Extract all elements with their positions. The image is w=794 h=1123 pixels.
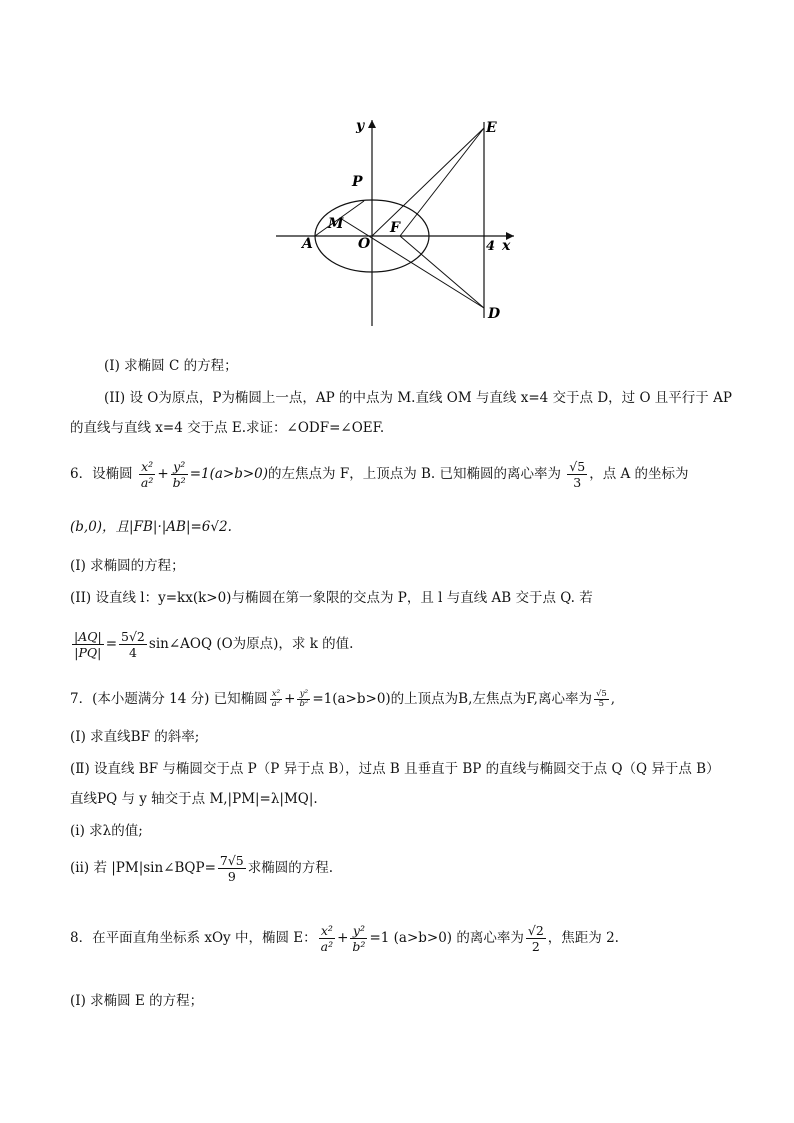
p8-plus: + bbox=[337, 930, 349, 946]
label-4: 4 bbox=[486, 239, 496, 254]
label-e: E bbox=[486, 120, 497, 136]
label-m: M bbox=[328, 216, 344, 232]
p6-statement-line-1 bbox=[70, 456, 689, 492]
p6-condition: =1(a>b>0) bbox=[189, 466, 269, 482]
p6-question-2-condition bbox=[70, 622, 353, 666]
ellipse-figure bbox=[268, 112, 528, 334]
p5-question-2-line-2: 的直线与直线 x=4 交于点 E.求证：∠ODF=∠OEF. bbox=[70, 420, 385, 436]
p7-question-1: (Ⅰ) 求直线BF 的斜率; bbox=[70, 729, 200, 745]
p8-condition: =1 (a>b>0) 的离心率为 bbox=[369, 930, 524, 946]
p7-plus: + bbox=[284, 691, 296, 707]
p6-text-1: 的左焦点为 F，上顶点为 B. 已知椭圆的离心率为 bbox=[268, 466, 561, 482]
label-f: F bbox=[390, 220, 400, 236]
p7-question-2-line-1: (Ⅱ) 设直线 BF 与椭圆交于点 P（P 异于点 B），过点 B 且垂直于 BP 的直线与椭圆交于点 Q（Q 异于点 B） bbox=[70, 761, 720, 777]
p7-question-i: (ⅰ) 求λ的值; bbox=[70, 823, 143, 839]
p7-condition: =1(a>b>0)的上顶点为B,左焦点为F,离心率为 bbox=[312, 691, 592, 707]
p6-eccentricity: $\frac{√5}{3}$ bbox=[569, 459, 586, 490]
p7-question-ii-tail: 求椭圆的方程. bbox=[247, 860, 334, 876]
p7-question-2-line-2: 直线PQ 与 y 轴交于点 M,|PM|=λ|MQ|. bbox=[70, 791, 318, 807]
p7-eccentricity: $\frac{√5}{5}$ bbox=[595, 689, 607, 709]
label-a: A bbox=[302, 236, 313, 252]
p6-fraction-y: $\frac{\text{y²}}{\text{b²}}$ bbox=[172, 459, 186, 490]
p6-tail: sin∠AOQ (O为原点)，求 k 的值. bbox=[148, 636, 354, 652]
p8-question-1: (Ⅰ) 求椭圆 E 的方程； bbox=[70, 993, 204, 1009]
p7-fraction-x: $\frac{\text{x²}}{\text{a²}}$ bbox=[271, 689, 281, 709]
label-o: O bbox=[358, 236, 371, 252]
p7-head: 7．(本小题满分 14 分) 已知椭圆 bbox=[70, 691, 268, 707]
segment-fe bbox=[400, 128, 484, 236]
p5-question-2-line-1: (II) 设 O为原点，P为椭圆上一点，AP 的中点为 M.直线 OM 与直线 x=4 交于点 D，过 O 且平行于 AP bbox=[104, 390, 732, 406]
p8-fraction-y: $\frac{\text{y²}}{\text{b²}}$ bbox=[352, 923, 366, 954]
segment-fd bbox=[400, 236, 484, 308]
p6-fraction-x: $\frac{\text{x²}}{\text{a²}}$ bbox=[140, 459, 154, 490]
label-y: y bbox=[356, 118, 365, 134]
p7-question-ii-fraction: $\frac{7√5}{9}$ bbox=[219, 853, 244, 884]
p6-plus: + bbox=[157, 466, 169, 482]
p7-question-ii-head: (ⅱ) 若 |PM|sin∠BQP= bbox=[70, 860, 216, 876]
p8-eccentricity: $\frac{√2}{2}$ bbox=[527, 923, 544, 954]
p7-fraction-y: $\frac{\text{y²}}{\text{b²}}$ bbox=[299, 689, 309, 709]
y-axis-arrow bbox=[368, 120, 376, 128]
p6-question-2: (II) 设直线 l：y=kx(k>0)与椭圆在第一象限的交点为 P，且 l 与直线 AB 交于点 Q. 若 bbox=[70, 590, 593, 606]
p6-statement-line-2: (b,0)，且|FB|·|AB|=6√2. bbox=[70, 519, 232, 535]
p6-text-2: ，点 A 的坐标为 bbox=[589, 466, 689, 482]
p6-number: 6．设椭圆 bbox=[70, 466, 133, 482]
p7-statement bbox=[70, 686, 615, 712]
p8-head: 8．在平面直角坐标系 xOy 中，椭圆 E： bbox=[70, 930, 317, 946]
segment-od bbox=[340, 218, 484, 308]
p8-statement bbox=[70, 918, 619, 958]
p7-question-ii bbox=[70, 848, 333, 888]
label-p: P bbox=[352, 174, 363, 190]
p7-comma: , bbox=[610, 691, 616, 707]
label-x: x bbox=[502, 238, 511, 254]
segment-oe bbox=[372, 128, 484, 236]
p5-question-1: (I) 求椭圆 C 的方程； bbox=[104, 358, 238, 374]
p6-equals: = bbox=[105, 636, 118, 652]
p8-fraction-x: $\frac{\text{x²}}{\text{a²}}$ bbox=[320, 923, 334, 954]
p6-question-1: (I) 求椭圆的方程； bbox=[70, 558, 185, 574]
p6-ratio: $\frac{|AQ|}{|PQ|}$ bbox=[74, 629, 102, 660]
label-d: D bbox=[488, 306, 501, 322]
p8-tail: ，焦距为 2. bbox=[547, 930, 619, 946]
p6-coefficient: $\frac{5√2}{4}$ bbox=[121, 629, 145, 660]
